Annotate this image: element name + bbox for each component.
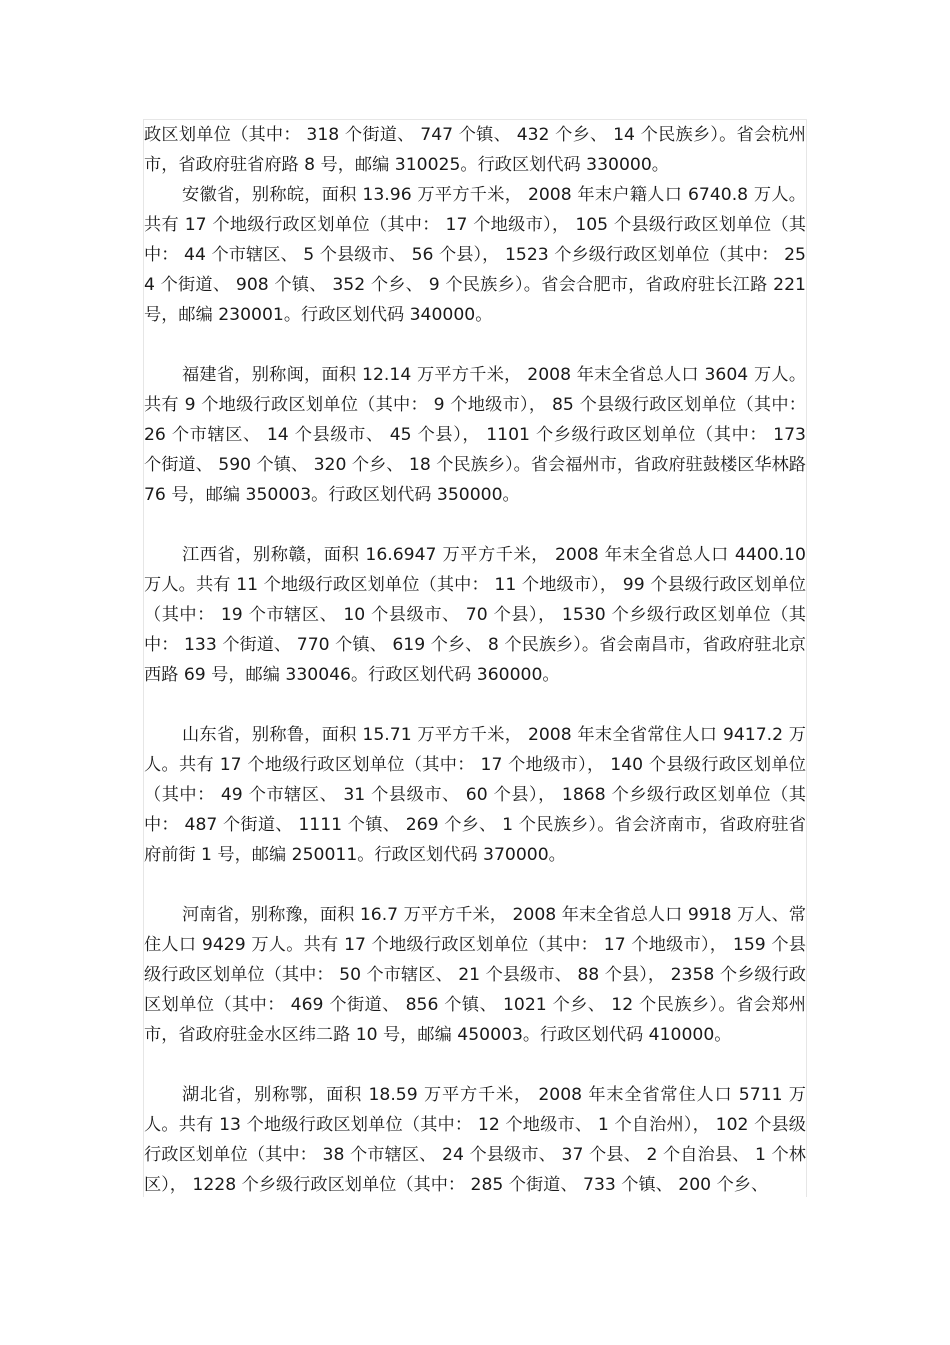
paragraph-anhui: 安徽省，别称皖，面积 13.96 万平方千米， 2008 年末户籍人口 6740.8 万人。共有 17 个地级行政区划单位（其中： 17 个地级市）， 105 个县级行政区划单位（其中： 44 个市辖区、 5 个县级市、 56 个县）， 1523 个乡级行政区划单位（其中： 254 个街道、 908 个镇、 352 个乡、 9 个民族乡）。省会合肥市，省政府驻长江路 221 号，邮编 230001。行政区划代码 340000。 [144,185,806,325]
paragraph-henan: 河南省，别称豫，面积 16.7 万平方千米， 2008 年末全省总人口 9918 万人、常住人口 9429 万人。共有 17 个地级行政区划单位（其中： 17 个地级市）， 159 个县级行政区划单位（其中： 50 个市辖区、 21 个县级市、 88 个县）， 2358 个乡级行政区划单位（其中： 469 个街道、 856 个镇、 1021 个乡、 12 个民族乡）。省会郑州市，省政府驻金水区纬二路 10 号，邮编 450003。行政区划代码 410000。 [144,905,806,1045]
document-page [143,119,807,1197]
paragraph-hubei: 湖北省，别称鄂，面积 18.59 万平方千米， 2008 年末全省常住人口 5711 万人。共有 13 个地级行政区划单位（其中： 12 个地级市、 1 个自治州）， 102 个县级行政区划单位（其中： 38 个市辖区、 24 个县级市、 37 个县、 2 个自治县、 1 个林区）， 1228 个乡级行政区划单位（其中： 285 个街道、 733 个镇、 200 个乡、 [144,1085,806,1195]
paragraph-zhejiang-tail: 政区划单位（其中： 318 个街道、 747 个镇、 432 个乡、 14 个民族乡）。省会杭州市，省政府驻省府路 8 号，邮编 310025。行政区划代码 330000。 [144,125,806,175]
paragraph-jiangxi: 江西省，别称赣，面积 16.6947 万平方千米， 2008 年末全省总人口 4400.10 万人。共有 11 个地级行政区划单位（其中： 11 个地级市）， 99 个县级行政区划单位（其中： 19 个市辖区、 10 个县级市、 70 个县）， 1530 个乡级行政区划单位（其中： 133 个街道、 770 个镇、 619 个乡、 8 个民族乡）。省会南昌市，省政府驻北京西路 69 号，邮编 330046。行政区划代码 360000。 [144,545,806,685]
paragraph-fujian: 福建省，别称闽，面积 12.14 万平方千米， 2008 年末全省总人口 3604 万人。共有 9 个地级行政区划单位（其中： 9 个地级市）， 85 个县级行政区划单位（其中： 26 个市辖区、 14 个县级市、 45 个县）， 1101 个乡级行政区划单位（其中： 173 个街道、 590 个镇、 320 个乡、 18 个民族乡）。省会福州市，省政府驻鼓楼区华林路 76 号，邮编 350003。行政区划代码 350000。 [144,365,807,505]
paragraph-shandong: 山东省，别称鲁，面积 15.71 万平方千米， 2008 年末全省常住人口 9417.2 万人。共有 17 个地级行政区划单位（其中： 17 个地级市）， 140 个县级行政区划单位（其中： 49 个市辖区、 31 个县级市、 60 个县）， 1868 个乡级行政区划单位（其中： 487 个街道、 1111 个镇、 269 个乡、 1 个民族乡）。省会济南市，省政府驻省府前街 1 号，邮编 250011。行政区划代码 370000。 [144,725,806,865]
